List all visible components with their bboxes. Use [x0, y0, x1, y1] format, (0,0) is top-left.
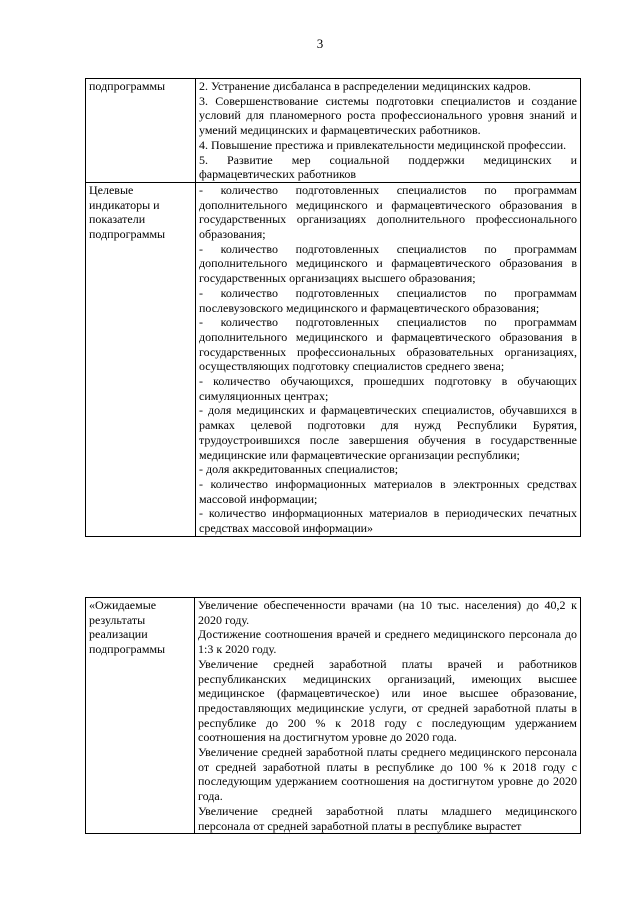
- list-item: Увеличение средней заработной платы врачей и работников республиканских медицинских организаций, имеющих высшее медицинское (фармацевтическое) или иное высшее образование, предоставляющих медицинские услуги, от средней заработной платы в республике до 200 % к 2018 году с последующим удержанием соотношения на достигнутом уровне до 2020 года.: [198, 656, 577, 745]
- row-content: [195, 598, 581, 834]
- row-label: подпрограммы: [86, 79, 196, 183]
- list-item: - количество подготовленных специалистов по программам дополнительного медицинского и фармацевтического образования в государственных профессиональных образовательных организациях, осуществляющих подготовку специалистов среднего звена;: [199, 315, 577, 374]
- list-item: Увеличение средней заработной платы младшего медицинского персонала от средней заработной платы в республике вырастет: [198, 803, 577, 833]
- list-item: - количество подготовленных специалистов по программам послевузовского медицинского и фармацевтического образования;: [199, 285, 577, 315]
- table-row: [86, 79, 581, 183]
- list-item: - количество подготовленных специалистов по программам дополнительного медицинского и фармацевтического образования в государственных организациях дополнительного профессионального образования;: [199, 182, 577, 242]
- table-row: [86, 598, 581, 834]
- table-row: [86, 182, 581, 536]
- list-item: Увеличение средней заработной платы среднего медицинского персонала от средней заработной платы в республике до 100 % к 2018 году с последующим удержанием соотношения на достигнутом уровне до 2020 года.: [198, 745, 577, 804]
- list-item: - доля медицинских и фармацевтических специалистов, обучавшихся в рамках целевой подготовки для нужд Республики Бурятия, трудоустроившихся после завершения обучения в государственные медицинские или фармацевтические организации республики;: [199, 403, 577, 462]
- list-item: Достижение соотношения врачей и среднего медицинского персонала до 1:3 к 2020 году.: [198, 627, 577, 657]
- list-item: - количество информационных материалов в электронных средствах массовой информации;: [199, 476, 577, 506]
- list-item: - количество информационных материалов в периодических печатных средствах массовой информации»: [199, 506, 577, 536]
- row-content: [196, 79, 581, 183]
- list-item: 5. Развитие мер социальной поддержки медицинских и фармацевтических работников: [199, 152, 577, 182]
- row-content: [196, 182, 581, 536]
- list-item: Увеличение обеспеченности врачами (на 10 тыс. населения) до 40,2 к 2020 году.: [198, 598, 577, 627]
- list-item: 4. Повышение престижа и привлекательности медицинской профессии.: [199, 137, 567, 152]
- expected-results-table: [85, 597, 581, 834]
- row-label: Целевые индикаторы и показатели подпрограммы: [86, 182, 196, 536]
- list-item: - доля аккредитованных специалистов;: [199, 462, 399, 477]
- subprogram-passport-table: [85, 78, 581, 537]
- list-item: 2. Устранение дисбаланса в распределении медицинских кадров.: [199, 79, 531, 93]
- list-item: - количество обучающихся, прошедших подготовку в обучающих симуляционных центрах;: [199, 374, 577, 403]
- list-item: 3. Совершенствование системы подготовки специалистов и создание условий для планомерного роста профессионального уровня знаний и умений медицинских и фармацевтических работников.: [199, 93, 577, 138]
- list-item: - количество подготовленных специалистов по программам дополнительного медицинского и фармацевтического образования в государственных организациях высшего образования;: [199, 241, 577, 286]
- row-label: «Ожидаемые результаты реализации подпрограммы: [86, 598, 195, 834]
- page-number: 3: [316, 36, 324, 51]
